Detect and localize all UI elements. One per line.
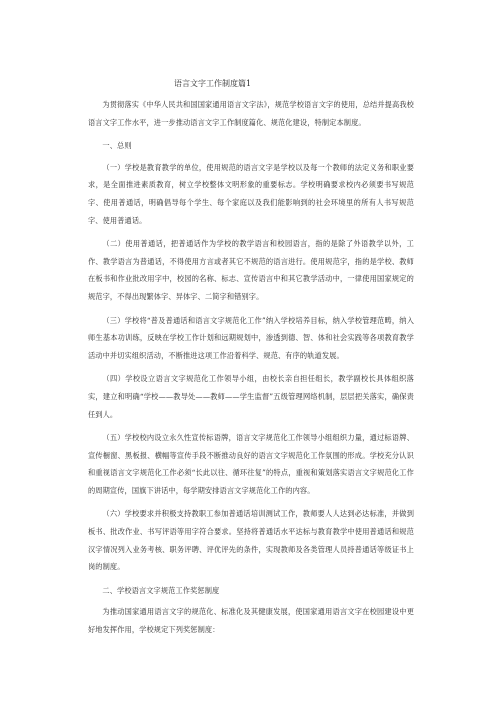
document-body (88, 78, 414, 645)
intro-paragraph: 为贯彻落实《中华人民共和国国家通用语言文字法》，规范学校语言文字的使用，总结并提高我校语言文字工作水平，进一步推动语言文字工作制度篇化、规范化建设，特制定本制度。 (88, 100, 414, 127)
section-heading-rewards: 二、学校语言文字规范工作奖惩制度 (102, 585, 220, 595)
clause-paragraph-3: （三）学校将“普及普通话和语言文字规范化工作”纳入学校培养目标，纳入学校管理范畴，纳入师生基本功训练，反映在学校工作计划和远期规划中，渗透到德、智、体和社会实践等各项教育教学活动中并切实组织活动，不断推进这项工作沿着科学、规范、有序的轨道发展。 (88, 315, 414, 360)
rewards-intro-paragraph: 为推动国家通用语言文字的规范化、标准化及其健康发展，使国家通用语言文字在校园建设中更好地发挥作用，学校规定下列奖惩制度： (88, 607, 414, 635)
clause-paragraph-2: （二）使用普通话，把普通话作为学校的教学语言和校园语言，指的是除了外语教学以外，工作、教学语言为普通话，不得使用方言或者其它不规范的语言进行。使用规范字，指的是学校、教师在板书和作业批改用字中，校园的名称、标志、宣传语言中和其它教学活动中，一律使用国家规定的规范字，不得出现繁体字、异体字、二简字和错别字。 (88, 239, 414, 301)
clause-paragraph-1: （一）学校是教育教学的单位，使用规范的语言文字是学校以及每一个教师的法定义务和职业要求，是全面推进素质教育，树立学校整体文明形象的重要标志。学校明确要求校内必须要书写规范字、使用普通话，明确倡导每个学生、每个家庭以及我们能影响到的社会环境里的所有人书写规范字、使用普通话。 (88, 162, 414, 225)
clause-paragraph-4: （四）学校设立语言文字规范化工作领导小组，由校长亲自担任组长，教学副校长具体组织落实，建立和明确“学校——教导处——教师——学生监督”五级管理网络机制，层层把关落实，确保责任到人。 (88, 374, 414, 419)
document-title: 语言文字工作制度篇1 (174, 79, 252, 88)
clause-paragraph-6: （六）学校要求并积极支持教职工参加普通话培训测试工作，教师要人人达到必达标准，并做到板书、批改作业、书写评语等用字符合要求。坚持将普通话水平达标与教育教学中使用普通话和规范汉字情况列入业务考核、职务评聘、评优评先的条件，实现教师及各类管理人员持普通话等级证书上岗的制度。 (88, 509, 414, 572)
clause-paragraph-5: （五）学校校内设立永久性宣传标语牌，语言文字规范化工作领导小组组织力量，通过标语牌、宣传橱窗、黑板报、横幅等宣传手段不断推动良好的语言文字规范化工作氛围的形成。学校充分认识和重视语言文字规范化工作必须“长此以往、循环往复”的特点，重视和策划落实语言文字规范化工作的周期宣传，国旗下讲话中，每学期安排语言文字规范化工作的内容。 (88, 433, 414, 495)
section-heading-general: 一、总则 (102, 141, 132, 151)
